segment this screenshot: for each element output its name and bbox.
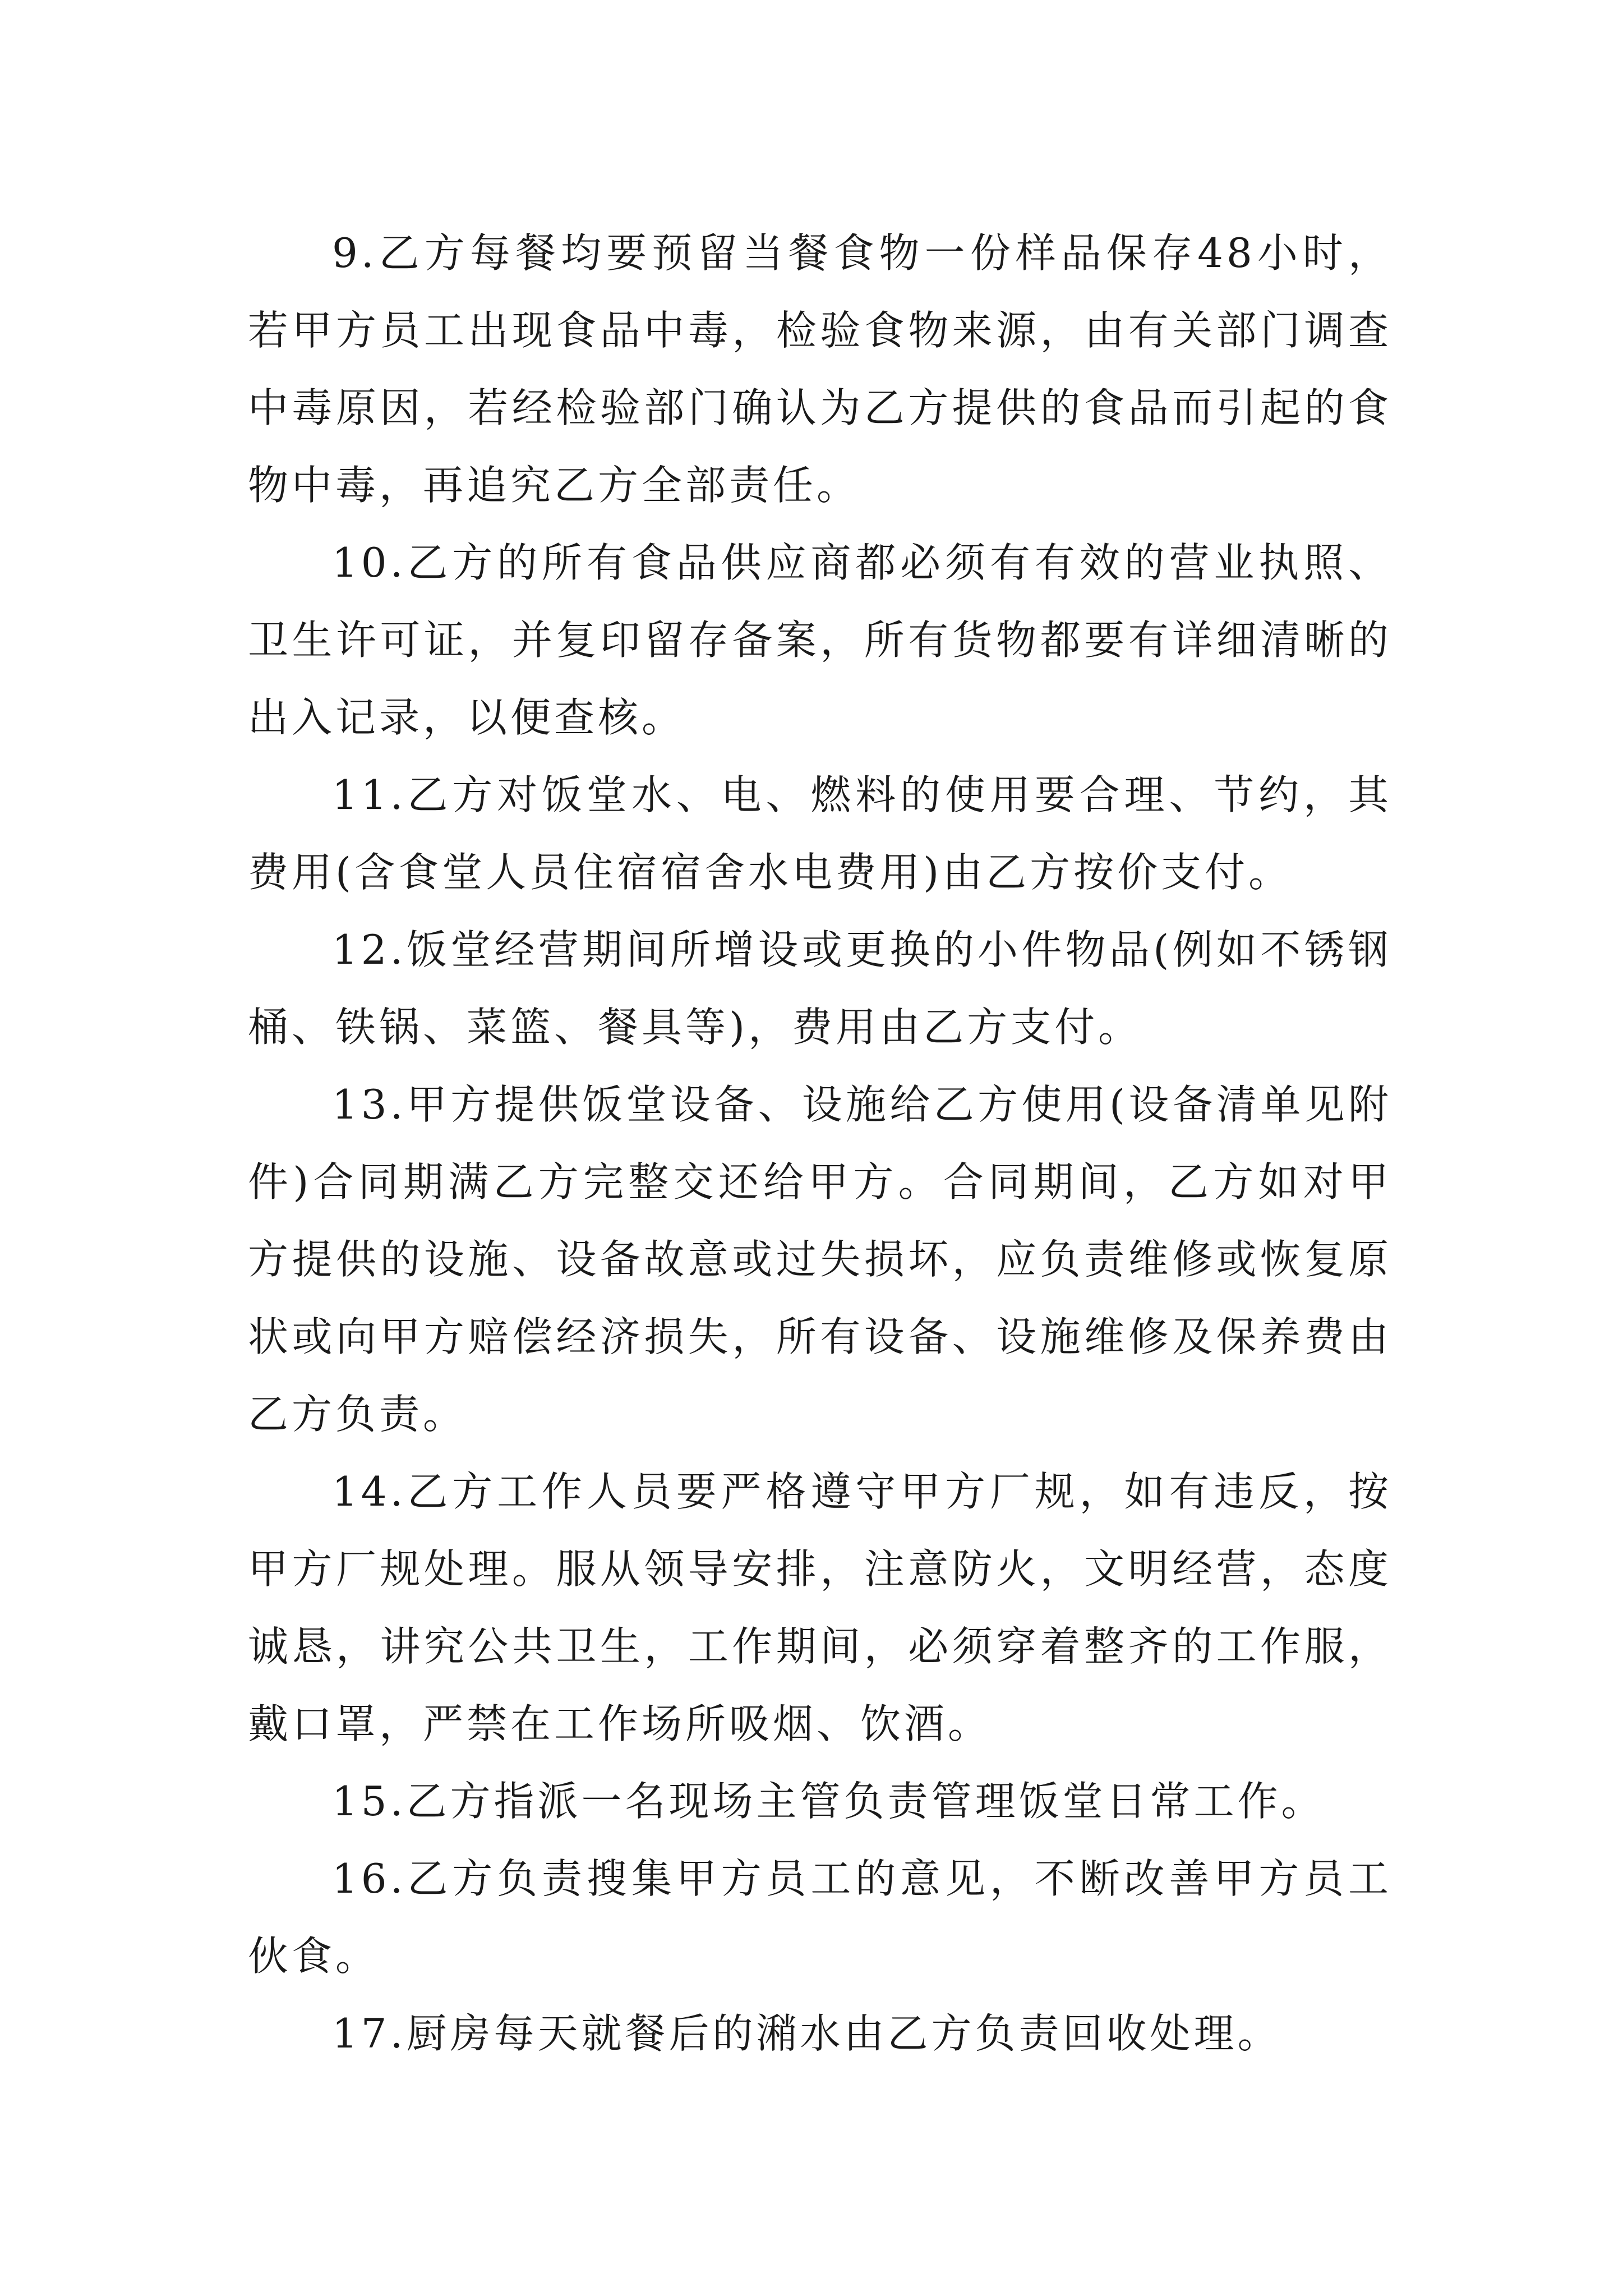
clause-16: 16.乙方负责搜集甲方员工的意见，不断改善甲方员工伙食。: [248, 1855, 1392, 1980]
clause-10: 10.乙方的所有食品供应商都必须有有效的营业执照、卫生许可证，并复印留存备案，所有货物都要有详细清晰的出入记录，以便查核。: [248, 539, 1392, 741]
contract-body: [248, 214, 1392, 2072]
clause-14: 14.乙方工作人员要严格遵守甲方厂规，如有违反，按甲方厂规处理。服从领导安排，注意防火，文明经营，态度诚恳，讲究公共卫生，工作期间，必须穿着整齐的工作服，戴口罩，严禁在工作场所吸烟、饮酒。: [248, 1468, 1392, 1747]
clause-12: 12.饭堂经营期间所增设或更换的小件物品(例如不锈钢桶、铁锅、菜篮、餐具等)，费用由乙方支付。: [248, 926, 1392, 1051]
clause-17: 17.厨房每天就餐后的潲水由乙方负责回收处理。: [332, 2010, 1281, 2057]
clause-11: 11.乙方对饭堂水、电、燃料的使用要合理、节约，其费用(含食堂人员住宿宿舍水电费用)由乙方按价支付。: [248, 771, 1392, 896]
clause-9: 9.乙方每餐均要预留当餐食物一份样品保存48小时，若甲方员工出现食品中毒，检验食物来源，由有关部门调查中毒原因，若经检验部门确认为乙方提供的食品而引起的食物中毒，再追究乙方全部责任。: [248, 229, 1392, 509]
clause-15: 15.乙方指派一名现场主管负责管理饭堂日常工作。: [332, 1778, 1325, 1825]
clause-13: 13.甲方提供饭堂设备、设施给乙方使用(设备清单见附件)合同期满乙方完整交还给甲方。合同期间，乙方如对甲方提供的设施、设备故意或过失损坏，应负责维修或恢复原状或向甲方赔偿经济损失，所有设备、设施维修及保养费由乙方负责。: [248, 1081, 1392, 1438]
